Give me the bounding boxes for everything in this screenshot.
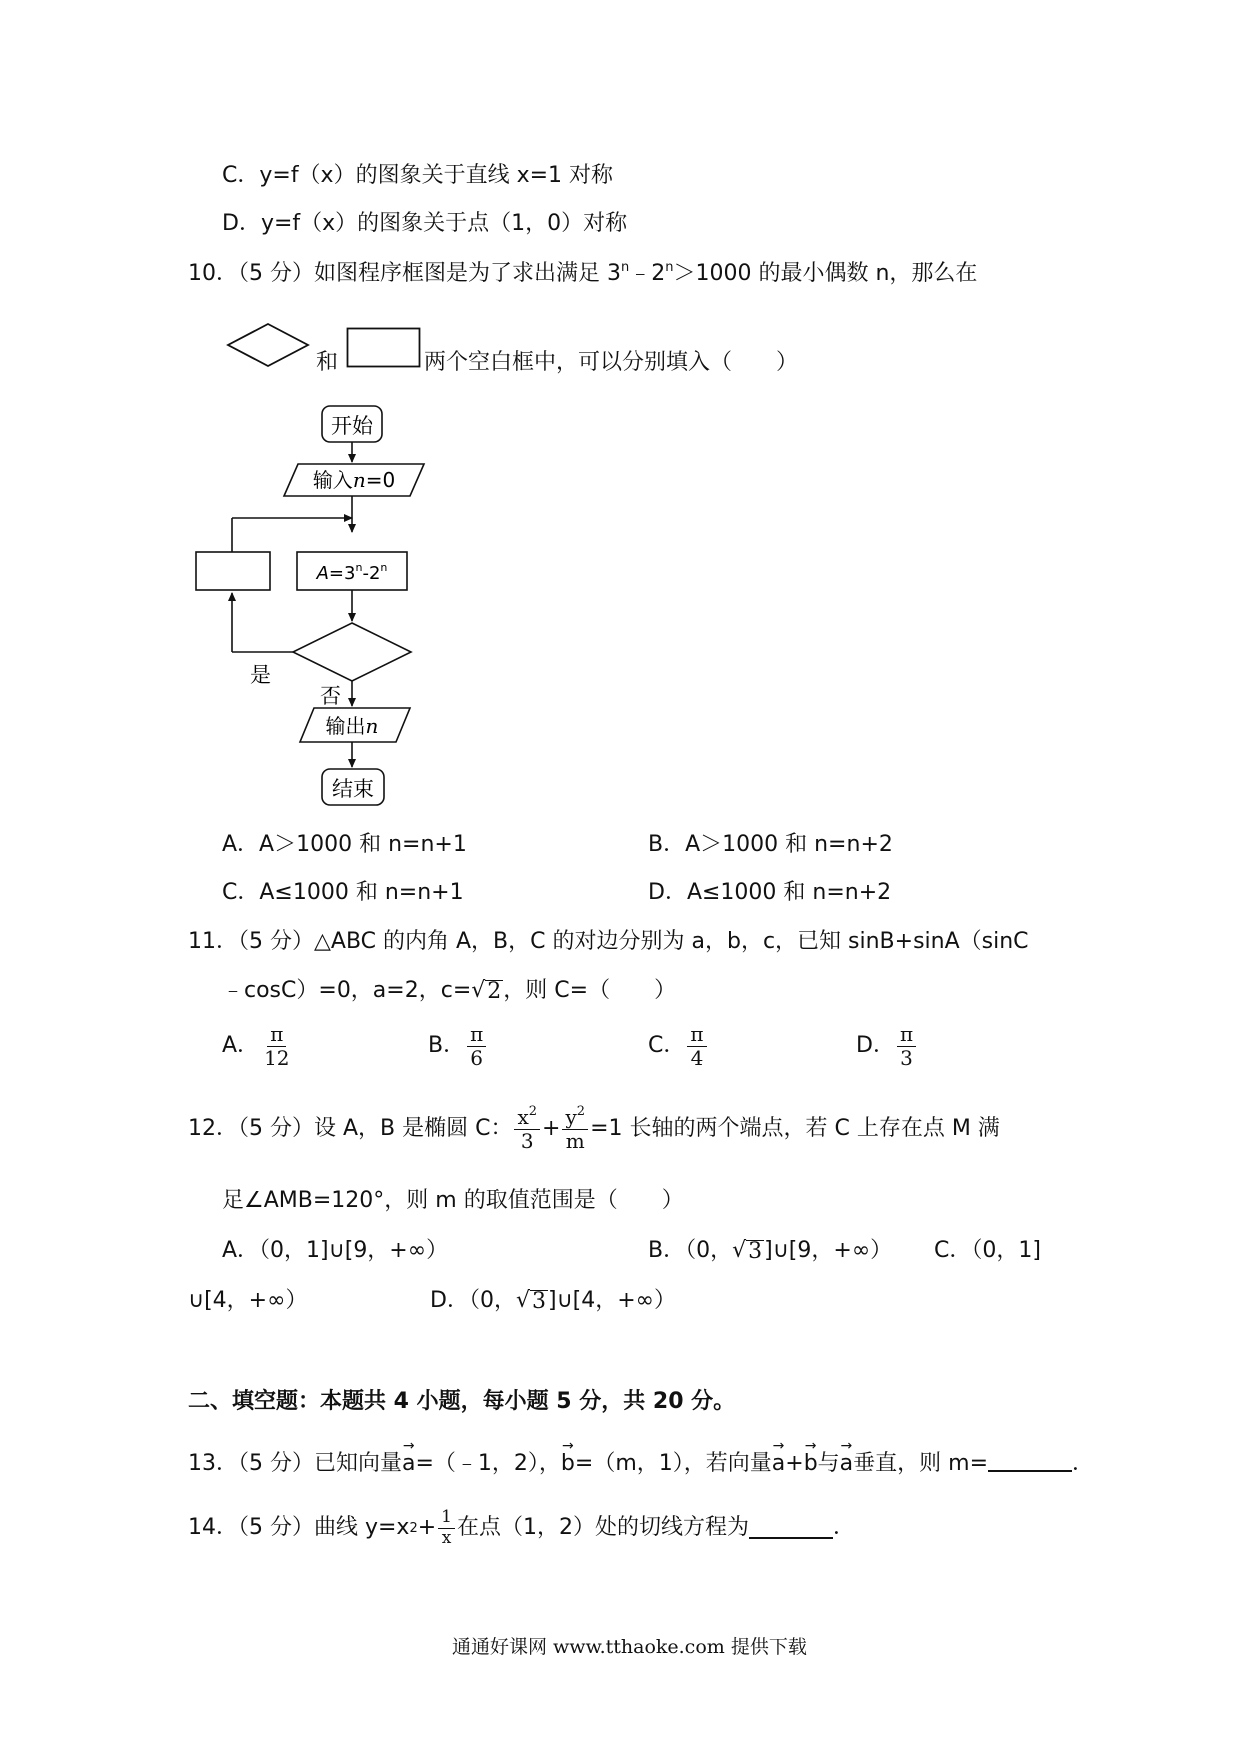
q12-stem: 12．（5 分）设 A，B 是椭圆 C： $\frac{x^2}{3}$ + $\frac{y^2}{m}$ =1 长轴的两个端点，若 C 上存在点 M 满 <box>188 1104 1000 1153</box>
q11-option-a: A． $\frac{\pi}{12}$ <box>222 1021 290 1070</box>
footer-watermark: 通通好课网 www.tthaoke.com 提供下载 <box>452 1636 807 1658</box>
flow-assign-label: $A=3^n-2^n$ <box>316 561 388 584</box>
q12-option-a: A．（0，1]∪[9，+∞） <box>222 1238 449 1263</box>
section-heading: 二、填空题：本题共 4 小题，每小题 5 分，共 20 分。 <box>188 1389 736 1414</box>
vector-a: → a <box>402 1453 415 1475</box>
q12-stem-line2: 足∠AMB=120°，则 m 的取值范围是（ ） <box>222 1188 684 1213</box>
flow-start-label: 开始 <box>331 414 373 438</box>
sqrt-2: √ 2 <box>471 978 502 1004</box>
q12-option-d: D．（0，√ 3 ]∪[4，+∞） <box>430 1288 677 1314</box>
q12-option-c-line1: C．（0，1] <box>934 1238 1041 1263</box>
q10-line2-rest: 两个空白框中，可以分别填入（ ） <box>424 350 799 375</box>
flowchart <box>190 400 430 820</box>
q11-option-b: B． $\frac{\pi}{6}$ <box>428 1016 488 1076</box>
q14-stem: 14．（5 分）曲线 y=x 2 + $\frac{1}{x}$ 在点（1，2）处的切线方程为 ． <box>188 1506 856 1548</box>
vector-b: → b <box>804 1453 818 1475</box>
sqrt-3: √ 3 <box>732 1238 763 1264</box>
q9-option-c: C．y=f（x）的图象关于直线 x=1 对称 <box>222 163 614 188</box>
blank-rectangle-shape <box>346 327 422 369</box>
blank-diamond-shape <box>225 322 311 368</box>
vector-b: → b <box>561 1453 575 1475</box>
flow-decision-node <box>293 623 411 681</box>
q10-option-a: A．A＞1000 和 n=n+1 <box>222 832 467 857</box>
q11-stem-line2: ﹣cosC）=0，a=2，c=√ 2 ，则 C=（ ） <box>222 978 677 1004</box>
flow-yes-label: 是 <box>250 663 271 687</box>
flow-no-label: 否 <box>320 684 341 708</box>
flow-end-label: 结束 <box>332 777 374 801</box>
answer-blank[interactable] <box>988 1450 1072 1472</box>
q11-option-d: D． $\frac{\pi}{3}$ <box>856 1016 918 1076</box>
q12-option-b: B．（0，√ 3 ]∪[9，+∞） <box>648 1238 893 1264</box>
q13-stem: 13．（5 分）已知向量→ a=（﹣1，2），→ b=（m，1），若向量→ a+→ b与→ a垂直，则 m= ． <box>188 1450 1094 1475</box>
q10-option-b: B．A＞1000 和 n=n+2 <box>648 832 893 857</box>
q10-option-c: C．A≤1000 和 n=n+1 <box>222 880 464 905</box>
sqrt-3: √ 3 <box>515 1288 546 1314</box>
vector-a: → a <box>772 1453 785 1475</box>
flow-blank-box <box>196 552 270 590</box>
q10-stem: 10．（5 分）如图程序框图是为了求出满足 $3^n﹣2^n>1000$ 的最小偶数 n，那么在 <box>188 260 978 286</box>
q11-stem-line1: 11．（5 分）△ABC 的内角 A，B，C 的对边分别为 a，b，c，已知 sinB+sinA（sinC <box>188 929 1029 954</box>
q10-line2-he: 和 <box>316 350 339 375</box>
q10-option-d: D．A≤1000 和 n=n+2 <box>648 880 892 905</box>
flow-output-label: 输出n <box>325 714 379 738</box>
answer-blank[interactable] <box>749 1517 833 1539</box>
q12-option-c-line2: ∪[4，+∞） <box>188 1288 308 1313</box>
q9-option-d: D．y=f（x）的图象关于点（1，0）对称 <box>222 211 628 236</box>
flow-input-label: 输入n=0 <box>312 468 396 492</box>
vector-a: → a <box>840 1453 853 1475</box>
q11-option-c: C． $\frac{\pi}{4}$ <box>648 1016 709 1076</box>
